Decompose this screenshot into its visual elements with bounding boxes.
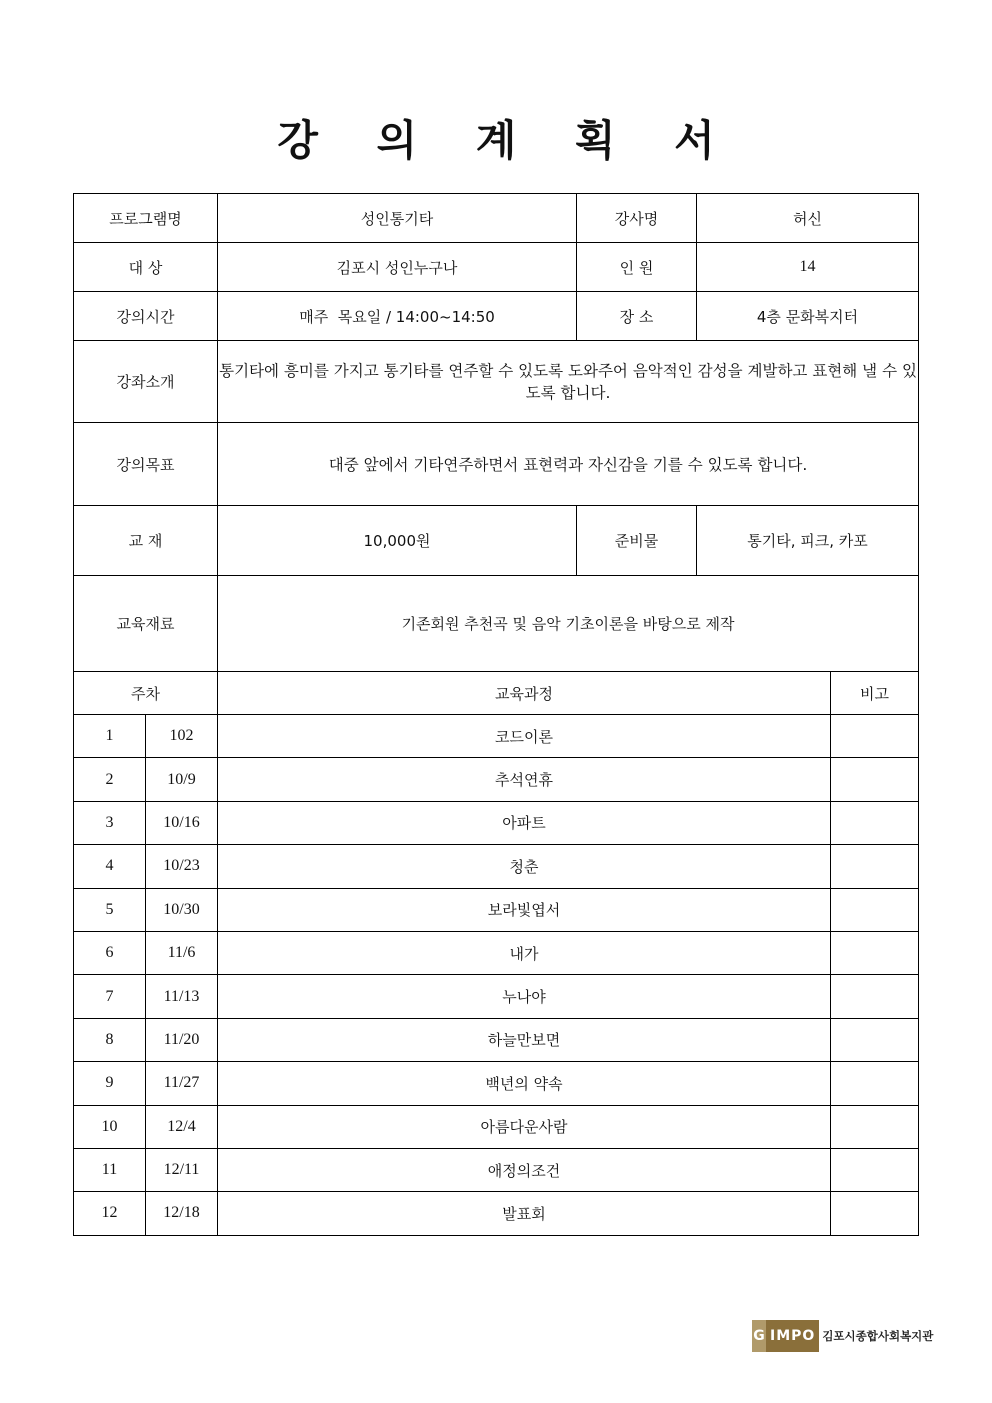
organization-name: 김포시종합사회복지관 bbox=[822, 1329, 934, 1343]
schedule-row bbox=[74, 931, 919, 974]
logo-mark-g: G bbox=[752, 1320, 766, 1352]
target-value: 김포시 성인누구나 bbox=[218, 243, 577, 292]
week-number: 12 bbox=[74, 1192, 146, 1235]
schedule-row bbox=[74, 975, 919, 1018]
schedule-header-row bbox=[74, 672, 919, 715]
supplies-label: 준비물 bbox=[577, 506, 697, 576]
course-title: 청춘 bbox=[218, 845, 831, 888]
schedule-row bbox=[74, 801, 919, 844]
week-number: 11 bbox=[74, 1148, 146, 1191]
schedule-row bbox=[74, 1148, 919, 1191]
week-date: 12/11 bbox=[146, 1148, 218, 1191]
intro-label: 강좌소개 bbox=[74, 341, 218, 423]
instructor-label: 강사명 bbox=[577, 194, 697, 243]
course-title: 발표회 bbox=[218, 1192, 831, 1235]
week-date: 11/13 bbox=[146, 975, 218, 1018]
note-cell bbox=[831, 1148, 919, 1191]
note-header: 비고 bbox=[831, 672, 919, 715]
note-cell bbox=[831, 758, 919, 801]
note-cell bbox=[831, 975, 919, 1018]
course-title: 누나야 bbox=[218, 975, 831, 1018]
supplies-value: 통기타, 피크, 카포 bbox=[697, 506, 919, 576]
place-value: 4층 문화복지터 bbox=[697, 292, 919, 341]
schedule-row bbox=[74, 888, 919, 931]
info-row-time bbox=[74, 292, 919, 341]
schedule-row bbox=[74, 715, 919, 758]
week-number: 10 bbox=[74, 1105, 146, 1148]
schedule-row bbox=[74, 845, 919, 888]
lecture-plan-table bbox=[73, 193, 919, 1236]
course-header: 교육과정 bbox=[218, 672, 831, 715]
week-date: 10/9 bbox=[146, 758, 218, 801]
document-title: 강 의 계 획 서 bbox=[277, 116, 737, 165]
week-date: 11/20 bbox=[146, 1018, 218, 1061]
instructor-value: 허신 bbox=[697, 194, 919, 243]
gimpo-logo-mark bbox=[752, 1320, 819, 1352]
course-title: 애정의조건 bbox=[218, 1148, 831, 1191]
course-title: 보라빛엽서 bbox=[218, 888, 831, 931]
week-date: 12/18 bbox=[146, 1192, 218, 1235]
note-cell bbox=[831, 1062, 919, 1105]
program-label: 프로그램명 bbox=[74, 194, 218, 243]
note-cell bbox=[831, 715, 919, 758]
info-row-textbook bbox=[74, 506, 919, 576]
week-date: 10/16 bbox=[146, 801, 218, 844]
week-number: 2 bbox=[74, 758, 146, 801]
textbook-value: 10,000원 bbox=[218, 506, 577, 576]
time-label: 강의시간 bbox=[74, 292, 218, 341]
week-number: 4 bbox=[74, 845, 146, 888]
week-number: 3 bbox=[74, 801, 146, 844]
organization-logo bbox=[752, 1320, 933, 1352]
note-cell bbox=[831, 931, 919, 974]
week-number: 1 bbox=[74, 715, 146, 758]
schedule-row bbox=[74, 1018, 919, 1061]
info-row-target bbox=[74, 243, 919, 292]
course-title: 추석연휴 bbox=[218, 758, 831, 801]
goal-label: 강의목표 bbox=[74, 423, 218, 506]
week-date: 12/4 bbox=[146, 1105, 218, 1148]
schedule-body bbox=[74, 715, 919, 1236]
logo-mark-text: IMPO bbox=[766, 1320, 819, 1352]
note-cell bbox=[831, 801, 919, 844]
course-title: 내가 bbox=[218, 931, 831, 974]
week-date: 11/6 bbox=[146, 931, 218, 974]
course-title: 하늘만보면 bbox=[218, 1018, 831, 1061]
week-number: 7 bbox=[74, 975, 146, 1018]
info-row-materials bbox=[74, 576, 919, 672]
headcount-value: 14 bbox=[697, 243, 919, 292]
textbook-label: 교 재 bbox=[74, 506, 218, 576]
intro-value: 통기타에 흥미를 가지고 통기타를 연주할 수 있도록 도와주어 음악적인 감성을 계발하고 표현해 낼 수 있도록 합니다. bbox=[218, 341, 919, 423]
week-number: 9 bbox=[74, 1062, 146, 1105]
info-row-intro bbox=[74, 341, 919, 423]
note-cell bbox=[831, 1018, 919, 1061]
week-date: 11/27 bbox=[146, 1062, 218, 1105]
time-value: 매주 목요일 / 14:00~14:50 bbox=[218, 292, 577, 341]
course-title: 코드이론 bbox=[218, 715, 831, 758]
headcount-label: 인 원 bbox=[577, 243, 697, 292]
week-header: 주차 bbox=[74, 672, 218, 715]
week-number: 8 bbox=[74, 1018, 146, 1061]
schedule-row bbox=[74, 1062, 919, 1105]
schedule-row bbox=[74, 1105, 919, 1148]
week-date: 102 bbox=[146, 715, 218, 758]
note-cell bbox=[831, 845, 919, 888]
note-cell bbox=[831, 1192, 919, 1235]
program-value: 성인통기타 bbox=[218, 194, 577, 243]
place-label: 장 소 bbox=[577, 292, 697, 341]
materials-value: 기존회원 추천곡 및 음악 기초이론을 바탕으로 제작 bbox=[218, 576, 919, 672]
note-cell bbox=[831, 888, 919, 931]
week-date: 10/23 bbox=[146, 845, 218, 888]
goal-value: 대중 앞에서 기타연주하면서 표현력과 자신감을 기를 수 있도록 합니다. bbox=[218, 423, 919, 506]
info-row-program bbox=[74, 194, 919, 243]
target-label: 대 상 bbox=[74, 243, 218, 292]
materials-label: 교육재료 bbox=[74, 576, 218, 672]
info-row-goal bbox=[74, 423, 919, 506]
schedule-row bbox=[74, 758, 919, 801]
week-number: 5 bbox=[74, 888, 146, 931]
week-date: 10/30 bbox=[146, 888, 218, 931]
week-number: 6 bbox=[74, 931, 146, 974]
schedule-row bbox=[74, 1192, 919, 1235]
note-cell bbox=[831, 1105, 919, 1148]
course-title: 백년의 약속 bbox=[218, 1062, 831, 1105]
course-title: 아름다운사람 bbox=[218, 1105, 831, 1148]
course-title: 아파트 bbox=[218, 801, 831, 844]
